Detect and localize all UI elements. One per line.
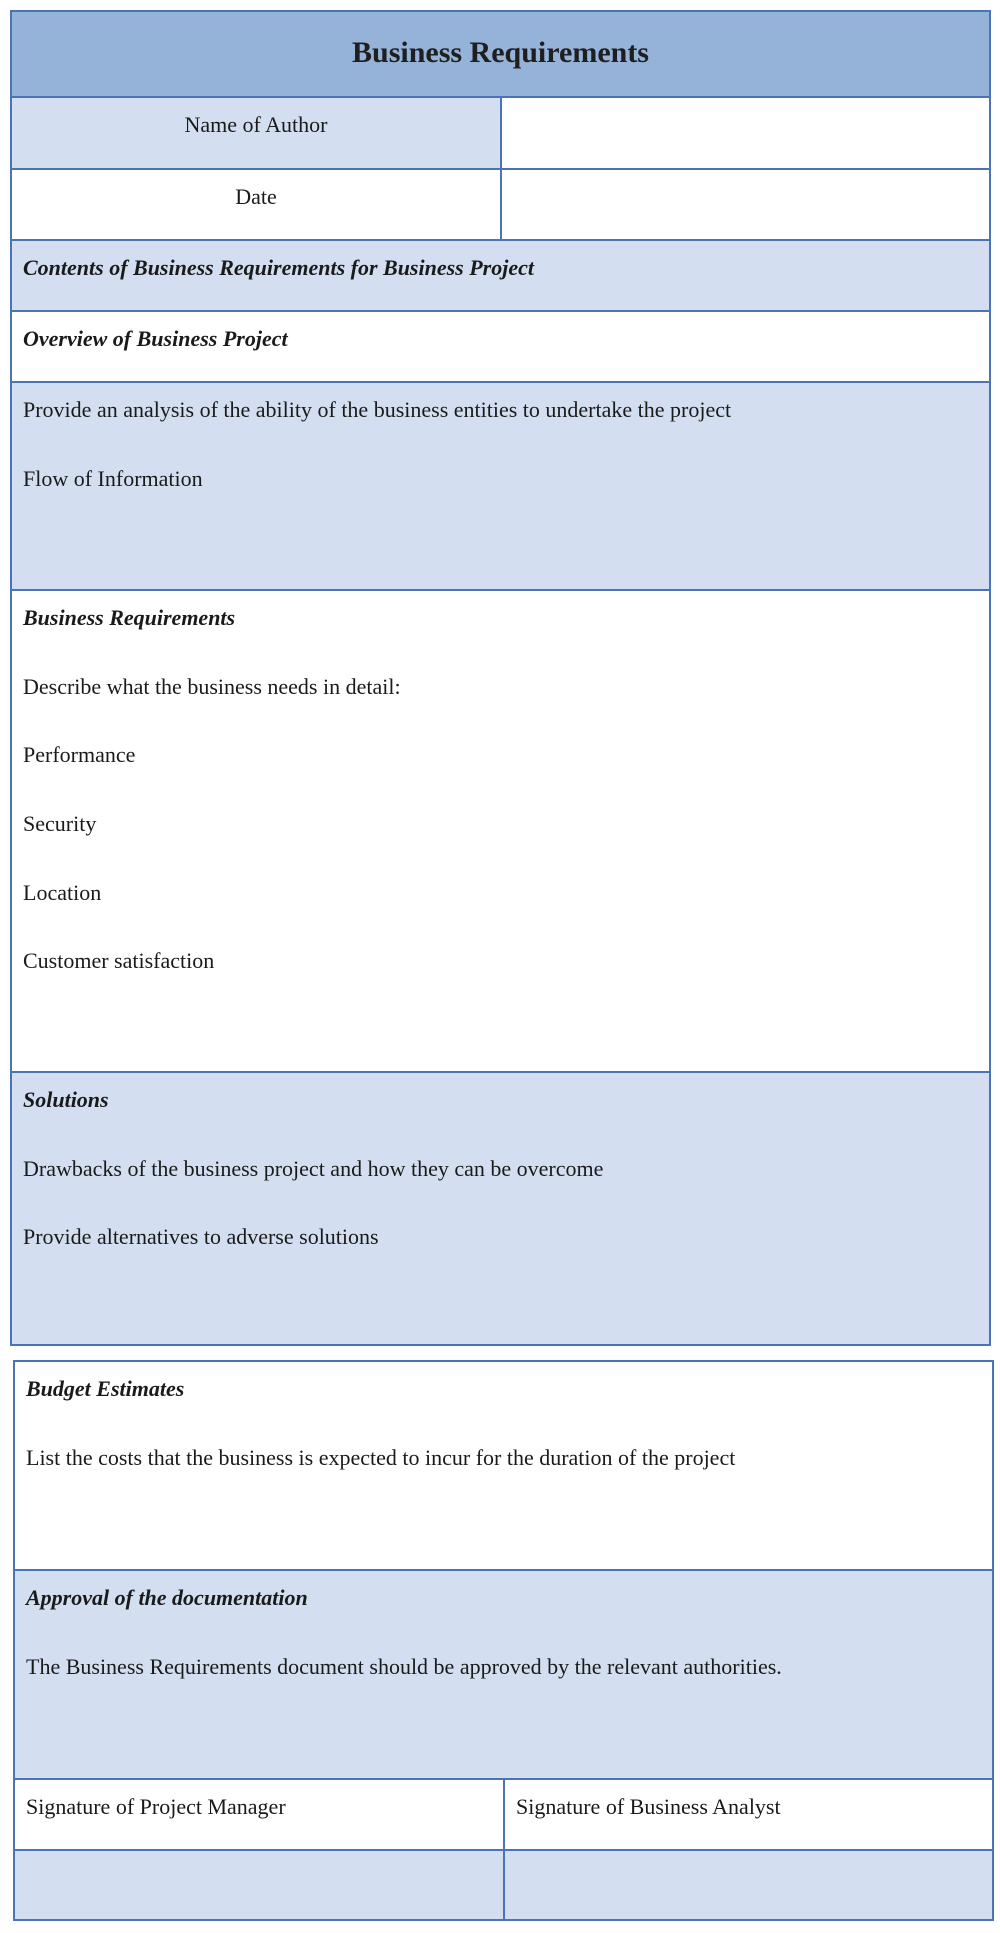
budget-heading: Budget Estimates <box>26 1376 185 1401</box>
date-row <box>12 168 989 239</box>
contents-row <box>12 239 989 310</box>
requirements-line-location: Location <box>23 880 102 905</box>
signature-label-row <box>15 1778 992 1849</box>
title-row <box>12 12 989 96</box>
business-analyst-label-cell <box>503 1780 992 1849</box>
business-analyst-signature-field[interactable] <box>503 1851 992 1919</box>
requirements-row <box>12 589 989 1071</box>
solutions-row <box>12 1071 989 1344</box>
overview-heading-row <box>12 310 989 381</box>
solutions-line-drawbacks: Drawbacks of the business project and how they can be overcome <box>23 1156 604 1181</box>
signature-value-row <box>15 1849 992 1919</box>
contents-heading: Contents of Business Requirements for Business Project <box>23 255 534 280</box>
requirements-heading: Business Requirements <box>23 605 236 630</box>
date-value-field[interactable] <box>500 170 989 239</box>
requirements-line-security: Security <box>23 811 97 836</box>
solutions-heading: Solutions <box>23 1087 109 1112</box>
overview-line-flow: Flow of Information <box>23 466 203 491</box>
budget-line-costs: List the costs that the business is expected to incur for the duration of the project <box>26 1445 736 1470</box>
project-manager-signature-label: Signature of Project Manager <box>26 1794 286 1819</box>
approval-row <box>15 1569 992 1778</box>
project-manager-label-cell <box>15 1780 503 1849</box>
approval-table <box>13 1360 994 1921</box>
requirements-line-performance: Performance <box>23 742 136 767</box>
approval-heading: Approval of the documentation <box>26 1585 308 1610</box>
page-title: Business Requirements <box>352 36 649 69</box>
budget-row <box>15 1362 992 1569</box>
project-manager-signature-field[interactable] <box>15 1851 503 1919</box>
approval-line-authorities: The Business Requirements document should be approved by the relevant authorities. <box>26 1654 782 1679</box>
business-analyst-signature-label: Signature of Business Analyst <box>516 1794 781 1819</box>
author-label: Name of Author <box>184 112 328 137</box>
date-label: Date <box>235 184 277 209</box>
date-label-cell <box>12 170 500 239</box>
author-row <box>12 96 989 168</box>
requirements-table <box>10 10 991 1346</box>
overview-body-row <box>12 381 989 589</box>
author-label-cell <box>12 98 500 168</box>
requirements-line-describe: Describe what the business needs in detail: <box>23 674 401 699</box>
requirements-line-customer: Customer satisfaction <box>23 948 215 973</box>
author-value-field[interactable] <box>500 98 989 168</box>
solutions-line-alternatives: Provide alternatives to adverse solutions <box>23 1224 379 1249</box>
overview-line-analysis: Provide an analysis of the ability of the business entities to undertake the project <box>23 397 732 422</box>
overview-heading: Overview of Business Project <box>23 326 288 351</box>
